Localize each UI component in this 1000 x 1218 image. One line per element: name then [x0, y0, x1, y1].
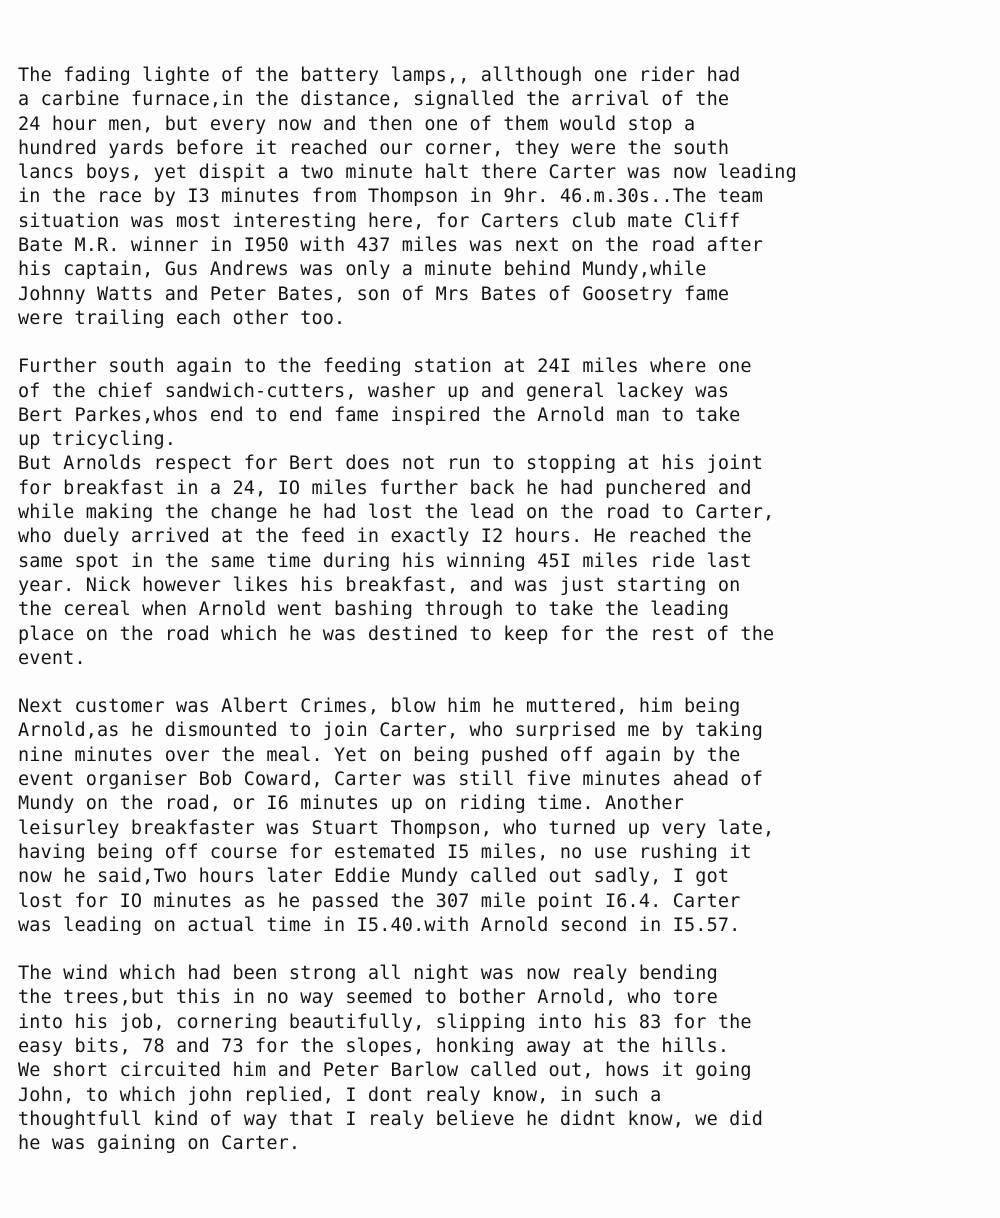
document-body [18, 64, 993, 1180]
text-line: was leading on actual time in I5.40.with Arnold second in I5.57. [18, 914, 741, 936]
text-line: year. Nick however likes his breakfast, and was just starting on [18, 574, 741, 596]
text-line: were trailing each other too. [18, 307, 346, 329]
text-line: leisurley breakfaster was Stuart Thompson, who turned up very late, [18, 817, 775, 839]
text-line: having being off course for estemated I5 miles, no use rushing it [18, 841, 752, 863]
text-line: same spot in the same time during his winning 45I miles ride last [18, 550, 752, 572]
text-line: Further south again to the feeding station at 24I miles where one [18, 356, 752, 378]
text-line: Johnny Watts and Peter Bates, son of Mrs Bates of Goosetry fame [18, 283, 730, 305]
text-line: lost for IO minutes as he passed the 307 mile point I6.4. Carter [18, 890, 741, 912]
text-line: he was gaining on Carter. [18, 1133, 301, 1155]
text-line: easy bits, 78 and 73 for the slopes, honking away at the hills. [18, 1035, 730, 1057]
paragraph-2 [18, 355, 993, 671]
text-line: hundred yards before it reached our corner, they were the south [18, 137, 730, 159]
text-line: 24 hour men, but every now and then one of them would stop a [18, 113, 696, 135]
text-line: for breakfast in a 24, IO miles further back he had punchered and [18, 477, 752, 499]
text-line: up tricycling. [18, 429, 177, 451]
text-line: Arnold,as he dismounted to join Carter, who surprised me by taking [18, 720, 764, 742]
text-line: nine minutes over the meal. Yet on being pushed off again by the [18, 744, 741, 766]
paragraph-3 [18, 695, 993, 938]
text-line: The fading lighte of the battery lamps,, allthough one rider had [18, 65, 741, 86]
text-line: Bert Parkes,whos end to end fame inspired the Arnold man to take [18, 404, 741, 426]
text-line: the cereal when Arnold went bashing through to take the leading [18, 599, 730, 621]
text-line: now he said,Two hours later Eddie Mundy called out sadly, I got [18, 866, 730, 888]
text-line: in the race by I3 minutes from Thompson in 9hr. 46.m.30s..The team [18, 186, 764, 208]
text-line: event. [18, 647, 86, 669]
text-line: lancs boys, yet dispit a two minute halt there Carter was now leading [18, 162, 797, 184]
text-line: The wind which had been strong all night was now realy bending [18, 963, 718, 985]
paragraph-4 [18, 962, 993, 1156]
text-line: situation was most interesting here, for Carters club mate Cliff [18, 210, 741, 232]
text-line: the trees,but this in no way seemed to bother Arnold, who tore [18, 987, 718, 1009]
text-line: But Arnolds respect for Bert does not run to stopping at his joint [18, 453, 764, 475]
text-line: while making the change he had lost the lead on the road to Carter, [18, 502, 775, 524]
text-line: his captain, Gus Andrews was only a minute behind Mundy,while [18, 259, 707, 281]
text-line: thoughtfull kind of way that I realy believe he didnt know, we did [18, 1108, 764, 1130]
text-line: Bate M.R. winner in I950 with 437 miles was next on the road after [18, 235, 764, 257]
text-line: event organiser Bob Coward, Carter was still five minutes ahead of [18, 769, 764, 791]
paragraph-1 [18, 64, 993, 331]
text-line: who duely arrived at the feed in exactly I2 hours. He reached the [18, 526, 752, 548]
text-line: We short circuited him and Peter Barlow called out, hows it going [18, 1060, 752, 1082]
text-line: Next customer was Albert Crimes, blow him he muttered, him being [18, 696, 741, 718]
text-line: of the chief sandwich-cutters, washer up and general lackey was [18, 380, 730, 402]
text-line: place on the road which he was destined to keep for the rest of the [18, 623, 775, 645]
text-line: John, to which john replied, I dont realy know, in such a [18, 1084, 662, 1106]
text-line: into his job, cornering beautifully, slipping into his 83 for the [18, 1011, 752, 1033]
text-line: a carbine furnace,in the distance, signalled the arrival of the [18, 89, 730, 111]
text-line: Mundy on the road, or I6 minutes up on riding time. Another [18, 793, 684, 815]
